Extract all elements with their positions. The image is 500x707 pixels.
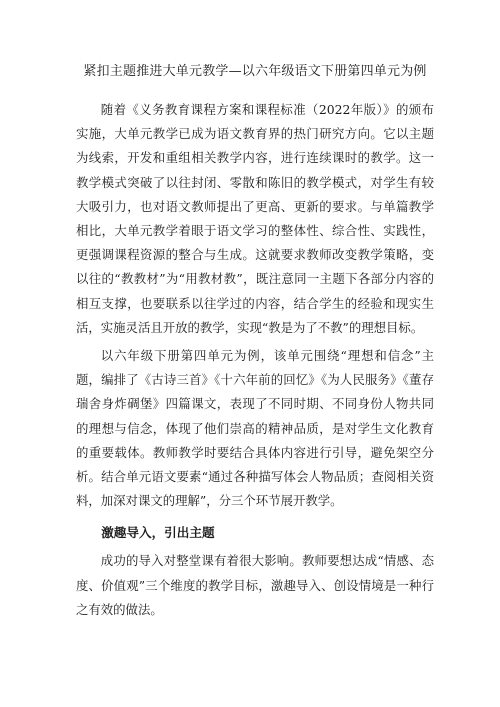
document-title: 紧扣主题推进大单元教学—以六年级语文下册第四单元为例 bbox=[83, 64, 427, 79]
body-paragraph-unit-overview: 以六年级下册第四单元为例，该单元围绕“理想和信念”主题，编排了《古诗三首》《十六年前的回忆》《为人民服务》《董存瑞舍身炸碉堡》四篇课文，表现了不同时期、不同身份人物共同的理想与信念，体现了他们崇高的精神品质，是对学生文化教育的重要载体。教师教学时要结合具体内容进行引导，避免架空分析。结合单元语文要素“通过各种描写体会人物品质；查阅相关资料，加深对课文的理解”，分三个环节展开教学。 bbox=[76, 348, 434, 509]
body-paragraph-section: 成功的导入对整堂课有着很大影响。教师要想达成“情感、态度、价值观”三个维度的教学目标，激趣导入、创设情境是一种行之有效的做法。 bbox=[76, 553, 434, 617]
document-page bbox=[76, 52, 434, 622]
body-paragraph-intro: 随着《义务教育课程方案和课程标准（2022年版）》的颁布实施，大单元教学已成为语文教育界的热门研究方向。它以主题为线索，开发和重组相关教学内容，进行连续课时的教学。这一教学模式突破了以往封闭、零散和陈旧的教学模式，对学生有较大吸引力，也对语文教师提出了更高、更新的要求。与单篇教学相比，大单元教学着眼于语文学习的整体性、综合性、实践性，更强调课程资源的整合与生成。这就要求教师改变教学策略，变以往的“教教材”为“用教材教”，既注意同一主题下各部分内容的相互支撑，也要联系以往学过的内容，结合学生的经验和现实生活，实施灵活且开放的教学，实现“教是为了不教”的理想目标。 bbox=[76, 102, 434, 335]
section-heading: 激趣导入，引出主题 bbox=[101, 525, 215, 541]
